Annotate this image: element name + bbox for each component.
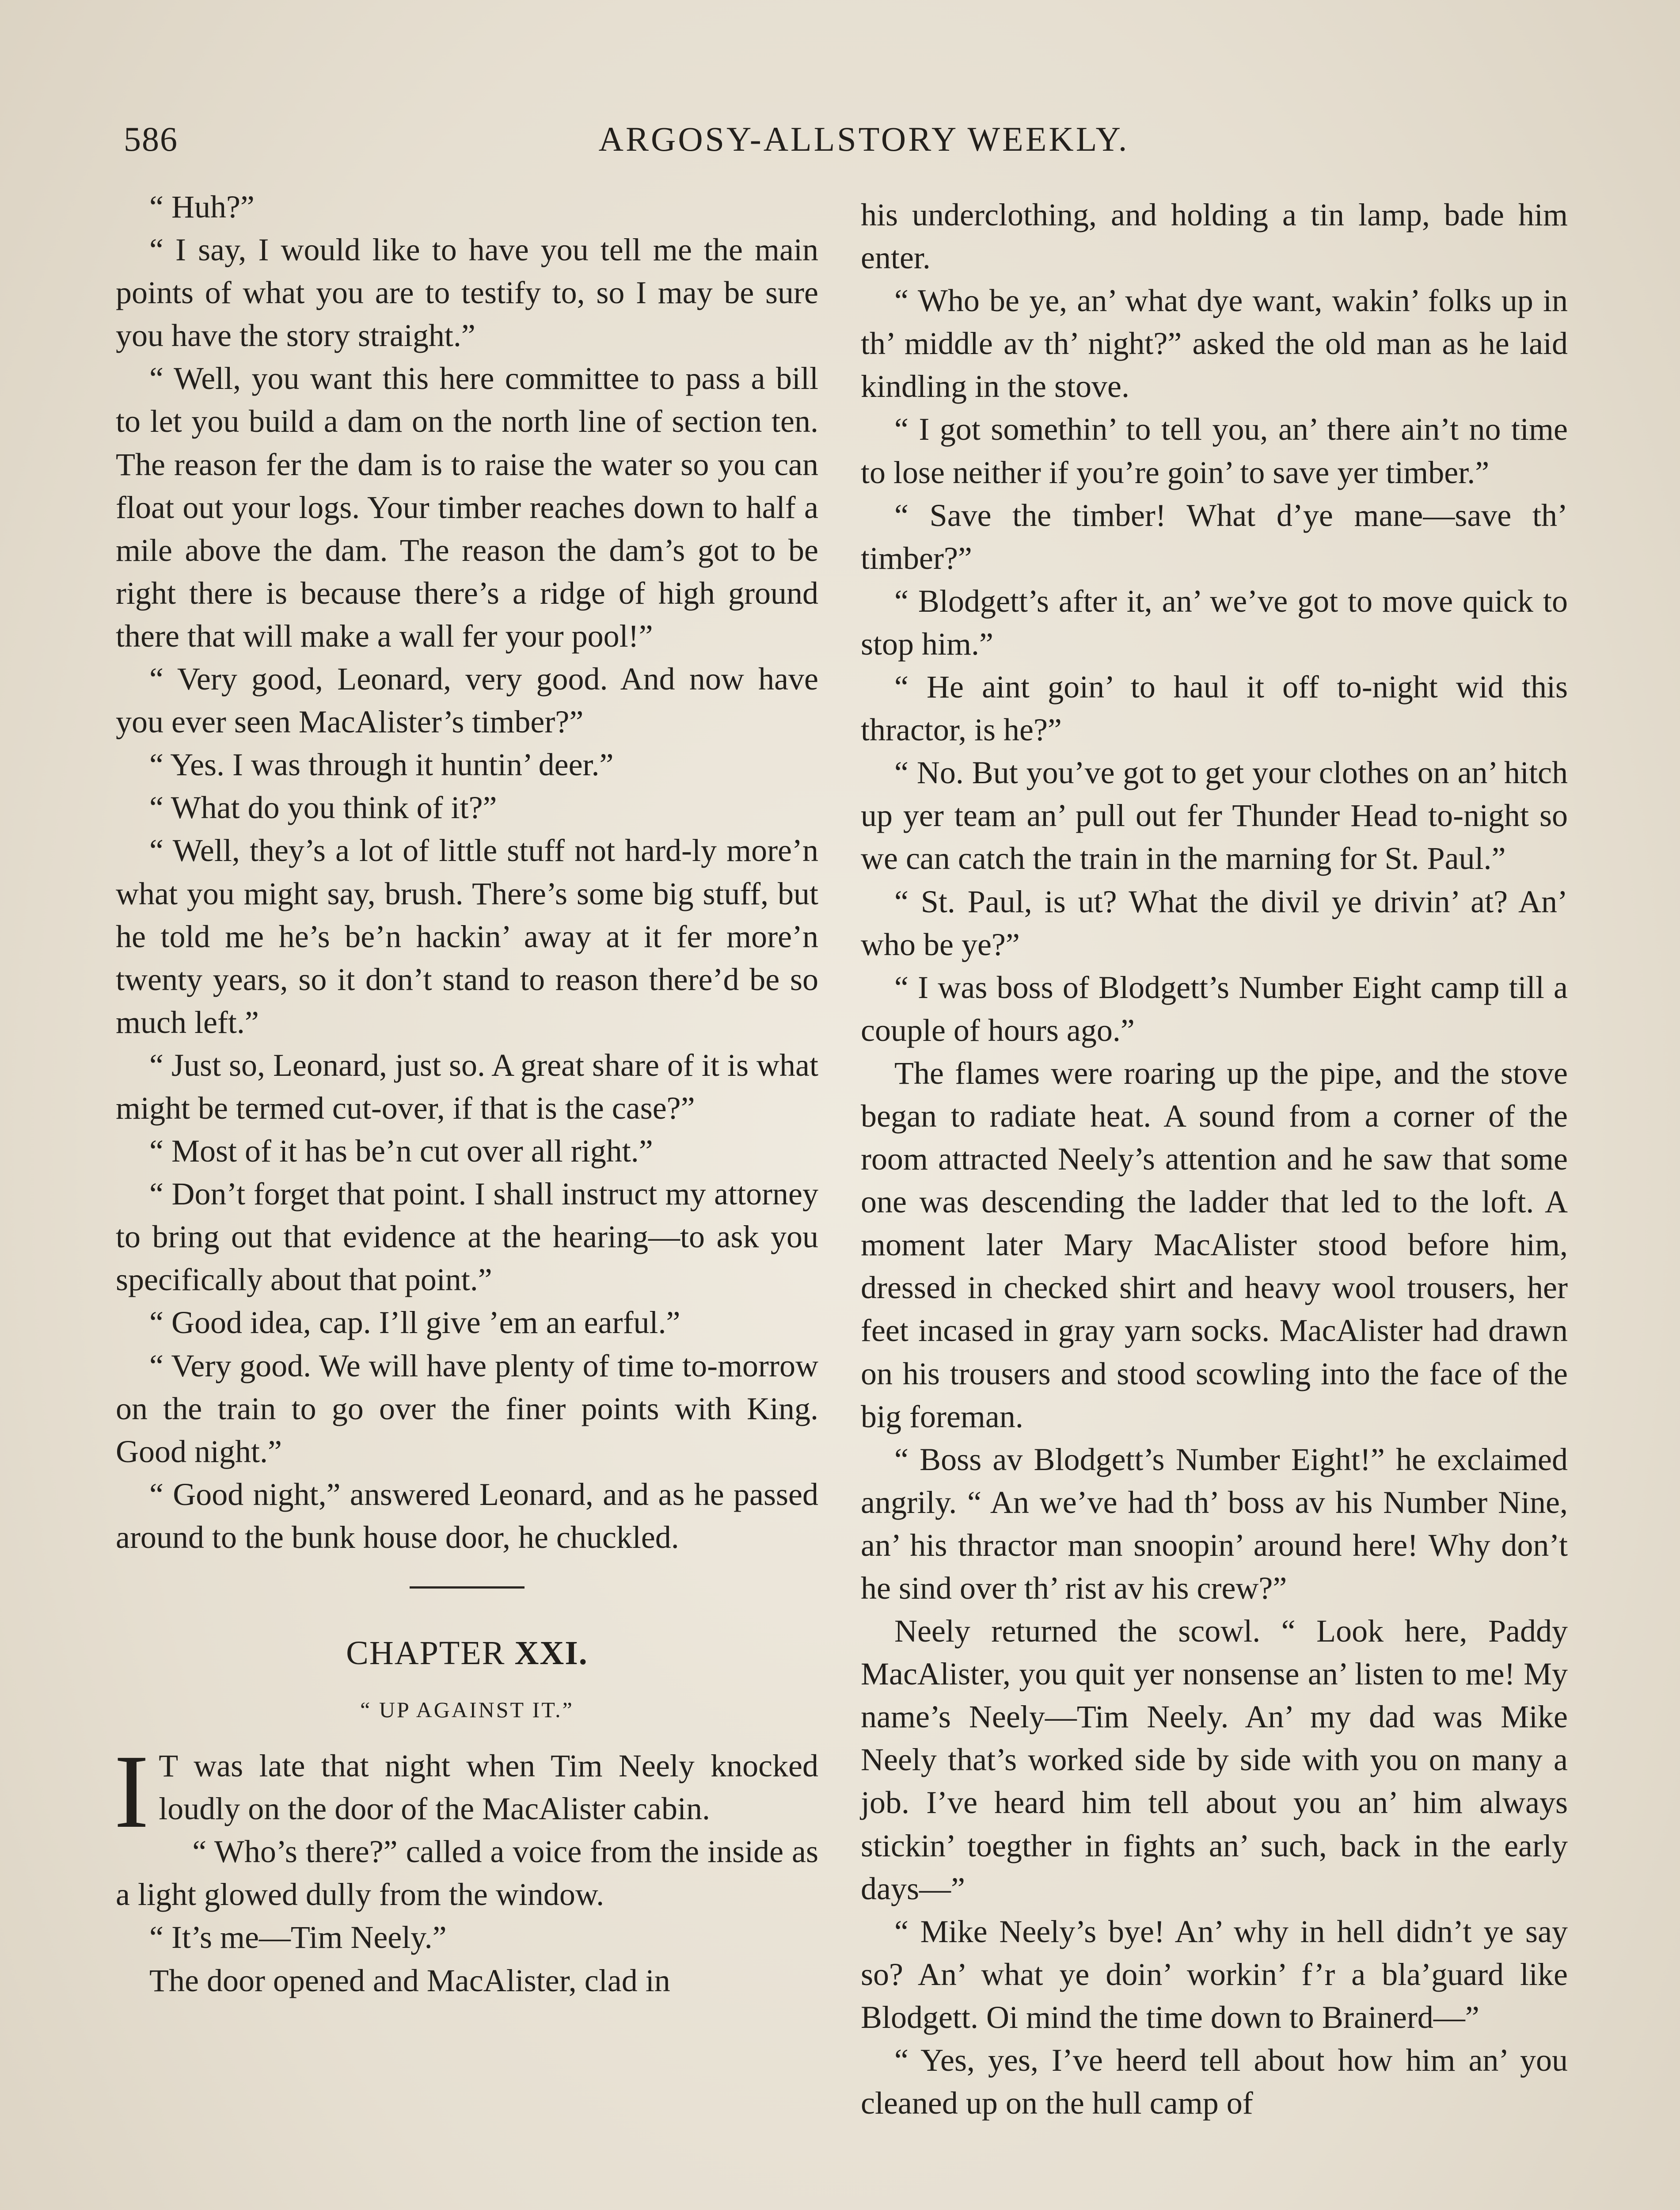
paragraph: “ Yes, yes, I’ve heerd tell about how him an’ you cleaned up on the hull camp of xyxy=(861,2042,1568,2121)
paragraph: “ Just so, Leonard, just so. A great share of it is what might be termed cut-over, if that is the case?” xyxy=(116,1047,818,1126)
paragraph: “ I got somethin’ to tell you, an’ there ain’t no time to lose neither if you’re goin’ to save yer timber.” xyxy=(861,412,1568,490)
paragraph: “ Very good, Leonard, very good. And now have you ever seen MacAlister’s timber?” xyxy=(116,661,818,740)
paragraph: “ Good idea, cap. I’ll give ’em an earful.” xyxy=(149,1305,680,1341)
paragraph: “ Very good. We will have plenty of time to-morrow on the train to go over the finer points with King. Good night.” xyxy=(116,1348,818,1469)
paragraph: “ Well, you want this here committee to pass a bill to let you build a dam on the north line of section ten. The reason fer the dam is to raise the water so you can float out your logs. Your timber reaches down to half a mile above the dam. The reason the dam’s got to be right there is because there’s a ridge of high ground there that will make a wall fer your pool!” xyxy=(116,361,818,654)
running-title: ARGOSY-ALLSTORY WEEKLY. xyxy=(598,120,1129,158)
continued-paragraph: his underclothing, and holding a tin lamp, bade him enter. xyxy=(861,197,1568,276)
paragraph: “ I say, I would like to have you tell me the main points of what you are to testify to, so I may be sure you have the story straight.” xyxy=(116,232,818,354)
paragraph: “ Good night,” answered Leonard, and as he passed around to the bunk house door, he chuckled. xyxy=(116,1476,818,1555)
paragraph: “ Huh?” xyxy=(149,189,255,225)
paragraph: “ Boss av Blodgett’s Number Eight!” he exclaimed angrily. “ An we’ve had th’ boss av his Number Nine, an’ his thractor man snoopin’ around here! Why don’t he sind over th’ rist av his crew?” xyxy=(861,1441,1568,1606)
right-column xyxy=(861,194,1568,2125)
left-column xyxy=(116,186,818,2002)
opening-text: T was late that night when Tim Neely knocked loudly on the door of the MacAlister cabin. xyxy=(159,1748,818,1827)
paragraph: “ Blodgett’s after it, an’ we’ve got to move quick to stop him.” xyxy=(861,583,1568,662)
drop-cap: I xyxy=(114,1734,149,1850)
section-divider xyxy=(410,1586,525,1589)
chapter-number: XXI. xyxy=(514,1635,588,1672)
paragraph: “ St. Paul, is ut? What the divil ye drivin’ at? An’ who be ye?” xyxy=(861,884,1568,962)
opening-paragraph xyxy=(114,1734,818,1850)
paragraph: “ Yes. I was through it huntin’ deer.” xyxy=(149,747,614,783)
paragraph: “ Mike Neely’s bye! An’ why in hell didn’t ye say so? An’ what ye doin’ workin’ f’r a bla’guard like Blodgett. Oi mind the time down to Brainerd—” xyxy=(861,1913,1568,2035)
chapter-label: CHAPTER xyxy=(346,1635,506,1672)
paragraph: “ He aint goin’ to haul it off to-night wid this thractor, is he?” xyxy=(861,669,1568,748)
paragraph: “ Well, they’s a lot of little stuff not hard-ly more’n what you might say, brush. There’s some big stuff, but he told me he’s be’n hackin’ away at it fer more’n twenty years, so it don’t stand to reason there’d be so much left.” xyxy=(116,833,818,1040)
page-number: 586 xyxy=(124,120,178,158)
paragraph: “ Who’s there?” called a voice from the inside as a light glowed dully from the window. xyxy=(116,1834,818,1913)
paragraph: “ No. But you’ve got to get your clothes on an’ hitch up yer team an’ pull out fer Thunder Head to-night so we can catch the train in the marning for St. Paul.” xyxy=(861,755,1568,876)
chapter-subtitle: “ UP AGAINST IT.” xyxy=(360,1697,574,1722)
page-header xyxy=(119,110,1555,164)
paragraph: “ Who be ye, an’ what dye want, wakin’ folks up in th’ middle av th’ night?” asked the old man as he laid kindling in the stove. xyxy=(861,283,1568,404)
chapter-heading xyxy=(116,1631,818,1675)
paragraph: “ Don’t forget that point. I shall instruct my attorney to bring out that evidence at the hearing—to ask you specifically about that point.” xyxy=(116,1176,818,1298)
paragraph: The door opened and MacAlister, clad in xyxy=(149,1962,670,1998)
paragraph: “ Save the timber! What d’ye mane—save th’ timber?” xyxy=(861,497,1568,576)
paragraph: The flames were roaring up the pipe, and the stove began to radiate heat. A sound from a corner of the room attracted Neely’s attention and he saw that some one was descending the ladder that led to the loft. A moment later Mary MacAlister stood before him, dressed in checked shirt and heavy wool trousers, her feet incased in gray yarn socks. MacAlister had drawn on his trousers and stood scowling into the face of the big foreman. xyxy=(861,1055,1568,1434)
paragraph: “ It’s me—Tim Neely.” xyxy=(149,1920,447,1955)
paragraph: “ What do you think of it?” xyxy=(149,790,497,826)
paragraph: Neely returned the scowl. “ Look here, Paddy MacAlister, you quit yer nonsense an’ listen to me! My name’s Neely—Tim Neely. An’ my dad was Mike Neely that’s worked side by side with you on many a job. I’ve heard him tell about you an’ him always stickin’ toegther in fights an’ such, back in the early days—” xyxy=(861,1613,1568,1906)
paragraph: “ Most of it has be’n cut over all right.” xyxy=(149,1133,653,1169)
paragraph: “ I was boss of Blodgett’s Number Eight camp till a couple of hours ago.” xyxy=(861,969,1568,1048)
